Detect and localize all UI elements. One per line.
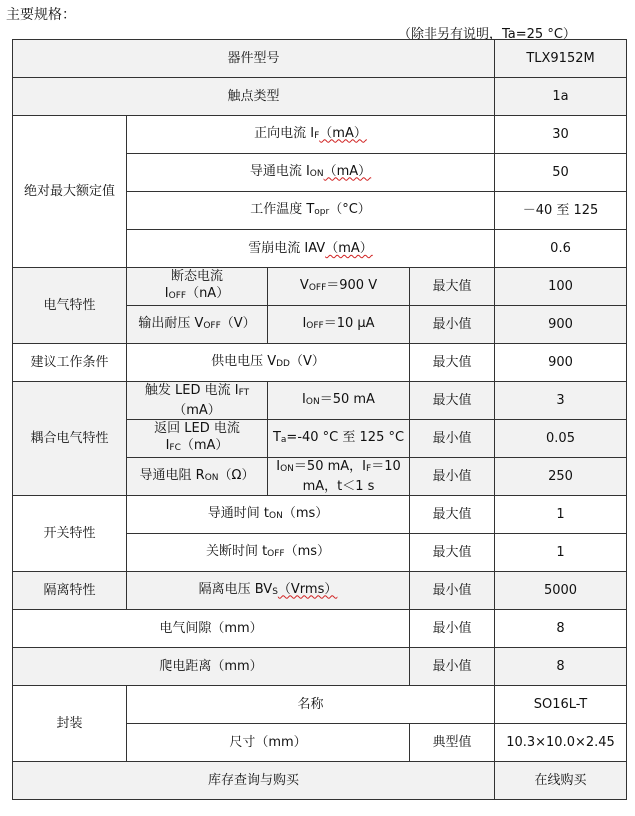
table-row [13,40,627,78]
param-value: 5000 [495,572,627,610]
param-label: 关断时间 $t_{OFF}(ms)$ [127,534,410,572]
buy-online-link[interactable]: 在线购买 [495,762,627,800]
param-type: 最大值 [410,496,495,534]
group-label: 绝对最大额定值 [13,116,127,268]
table-row [13,686,627,724]
param-value: －40 至 125 [495,192,627,230]
param-label: 触发 LED 电流 $I_{FT}$ （mA） [127,382,268,420]
stock-label: 库存查询与购买 [13,762,495,800]
param-label: 雪崩电流 IAV（mA） [127,230,495,268]
row-label: 器件型号 [13,40,495,78]
param-label: 导通电阻 $R_{ON}(\Omega)$ [127,458,268,496]
param-value: 50 [495,154,627,192]
param-type: 最大值 [410,534,495,572]
group-label: 开关特性 [13,496,127,572]
param-value: 900 [495,344,627,382]
param-type: 最大值 [410,268,495,306]
param-value: 8 [495,648,627,686]
param-type: 最大值 [410,382,495,420]
param-label: 电气间隙（mm） [13,610,410,648]
param-label: 输出耐压 $V_{OFF}(V)$ [127,306,268,344]
table-row [13,762,627,800]
param-type: 最小值 [410,306,495,344]
param-type: 最小值 [410,572,495,610]
param-condition: $V_{OFF}=900$ V [268,268,410,306]
row-label: 触点类型 [13,78,495,116]
param-label: 尺寸（mm） [127,724,410,762]
param-value: 250 [495,458,627,496]
param-value: 3 [495,382,627,420]
param-label: 断态电流 $I_{OFF}(nA)$ [127,268,268,306]
param-value: 30 [495,116,627,154]
param-condition: $I_{ON}=50$ mA，$I_F=10$ mA，t＜1 s [268,458,410,496]
group-label: 封装 [13,686,127,762]
param-type: 最小值 [410,648,495,686]
group-label: 建议工作条件 [13,344,127,382]
section-heading: 主要规格： [6,7,76,23]
group-label: 耦合电气特性 [13,382,127,496]
param-value: 0.05 [495,420,627,458]
table-row [13,344,627,382]
group-label: 电气特性 [13,268,127,344]
param-value: 8 [495,610,627,648]
table-row [13,382,627,420]
param-value: 10.3×10.0×2.45 [495,724,627,762]
param-value: 900 [495,306,627,344]
table-row [13,610,627,648]
group-label: 隔离特性 [13,572,127,610]
param-label: 导通电流 $I_{ON}(mA)$ [127,154,495,192]
param-condition: $T_a=-40$ °C 至 125 °C [268,420,410,458]
param-value: 1 [495,496,627,534]
param-condition: $I_{OFF}=10$ μA [268,306,410,344]
param-label: 工作温度 $T_{opr}(^\circ C)$ [127,192,495,230]
table-row [13,648,627,686]
param-label: 导通时间 $t_{ON}(ms)$ [127,496,410,534]
param-type: 典型值 [410,724,495,762]
param-label: 隔离电压 $BV_S(Vrms)$ [127,572,410,610]
row-value: TLX9152M [495,40,627,78]
param-condition: $I_{ON}=50$ mA [268,382,410,420]
table-row [13,496,627,534]
param-value: 1 [495,534,627,572]
table-row [13,268,627,306]
param-value: 0.6 [495,230,627,268]
param-type: 最小值 [410,420,495,458]
param-label: 爬电距离（mm） [13,648,410,686]
param-label: 供电电压 $V_{DD}(V)$ [127,344,410,382]
spec-table [12,39,627,800]
param-type: 最大值 [410,344,495,382]
param-label: 名称 [127,686,495,724]
param-type: 最小值 [410,458,495,496]
param-value: 100 [495,268,627,306]
table-row [13,572,627,610]
param-label: 正向电流 $I_F(mA)$ [127,116,495,154]
param-label: 返回 LED 电流 $I_{FC}(mA)$ [127,420,268,458]
table-row [13,116,627,154]
param-value: SO16L-T [495,686,627,724]
param-type: 最小值 [410,610,495,648]
table-row [13,78,627,116]
row-value: 1a [495,78,627,116]
conditions-note: （除非另有说明，Ta=25 °C） [398,27,576,42]
